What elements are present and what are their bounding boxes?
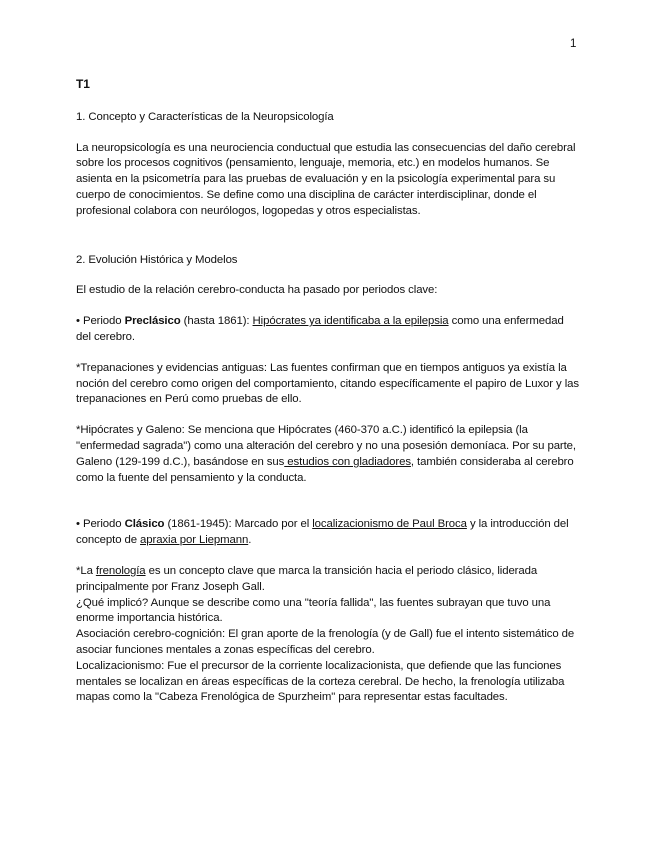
- preclassic-name: Preclásico: [124, 315, 181, 328]
- classic-middle: y la introducción del concepto de: [76, 518, 569, 547]
- section-1-paragraph: La neuropsicología es una neurociencia conductual que estudia las consecuencias del daño cerebral sobre los procesos cognitivos (pensamiento, lenguaje, memoria, etc.) en modelos humanos. Se asienta en la psicometría para las pruebas de evaluación y en la psicología experimental para su cuerpo de conocimientos. Se define como una disciplina de carácter interdisciplinar, donde el profesional colabora con neurólogos, logopedas y otros especialistas.: [76, 141, 576, 217]
- document-title: T1: [76, 77, 90, 91]
- section-2-heading: 2. Evolución Histórica y Modelos: [76, 253, 238, 266]
- hippocrates-galeno-paragraph: [76, 423, 581, 486]
- trepanations-paragraph: *Trepanaciones y evidencias antiguas: Las fuentes confirman que en tiempos antiguos ya existía la noción del cerebro como origen del comportamiento, citando específicamente el papiro de Luxor y las trepanaciones en Perú como pruebas de ello.: [76, 361, 579, 406]
- implication-paragraph: ¿Qué implicó? Aunque se describe como una "teoría fallida", las fuentes subrayan que tuvo una enorme importancia histórica.: [76, 596, 551, 625]
- preclassic-period-item: [76, 314, 581, 346]
- classic-prefix: • Periodo: [76, 518, 125, 531]
- section-2-intro: El estudio de la relación cerebro-conducta ha pasado por periodos clave:: [76, 284, 438, 297]
- classic-suffix: .: [248, 534, 252, 547]
- page-number: 1: [570, 38, 577, 50]
- liepmann-link[interactable]: apraxia por Liepmann: [140, 534, 249, 547]
- hippocrates-text: *Hipócrates y Galeno: Se menciona que Hipócrates (460-370 a.C.) identificó la epilepsia (la "enfermedad sagrada") como una alteración del cerebro y no una posesión demoníaca. Por su parte, Galeno (129-199 d.C.), basándose en sus: [76, 424, 576, 468]
- phrenology-paragraph: [76, 564, 581, 596]
- classic-dates: (1861-1945): Marcado por el: [164, 518, 313, 531]
- classic-name: Clásico: [124, 518, 165, 531]
- preclassic-suffix: como una enfermedad del cerebro.: [76, 315, 564, 343]
- preclassic-dates: (hasta 1861):: [180, 315, 253, 328]
- gladiators-link[interactable]: estudios con gladiadores: [284, 455, 411, 468]
- document-body: [76, 77, 581, 706]
- phrenology-link[interactable]: frenología: [95, 564, 146, 577]
- classic-period-item: [76, 517, 581, 549]
- broca-link[interactable]: localizacionismo de Paul Broca: [312, 518, 467, 531]
- preclassic-prefix: • Periodo: [76, 315, 125, 328]
- phrenology-suffix: es un concepto clave que marca la transición hacia el periodo clásico, liderada principalmente por Franz Joseph Gall.: [76, 564, 538, 593]
- association-paragraph: Asociación cerebro-cognición: El gran aporte de la frenología (y de Gall) fue el intento sistemático de asociar funciones mentales a zonas específicas del cerebro.: [76, 628, 575, 656]
- localizationism-paragraph: Localizacionismo: Fue el precursor de la corriente localizacionista, que defiende que las funciones mentales se localizan en áreas específicas de la corteza cerebral. De hecho, la frenología utilizaba mapas como la "Cabeza Frenológica de Spurzheim" para representar estas facultades.: [76, 659, 565, 704]
- section-1-heading: 1. Concepto y Características de la Neuropsicología: [76, 110, 334, 123]
- preclassic-hippocrates-link[interactable]: Hipócrates ya identificaba a la epilepsia: [252, 315, 449, 328]
- phrenology-prefix: *La: [76, 564, 96, 577]
- hippocrates-suffix: , también consideraba al cerebro como la fuente del pensamiento y la conducta.: [76, 455, 574, 484]
